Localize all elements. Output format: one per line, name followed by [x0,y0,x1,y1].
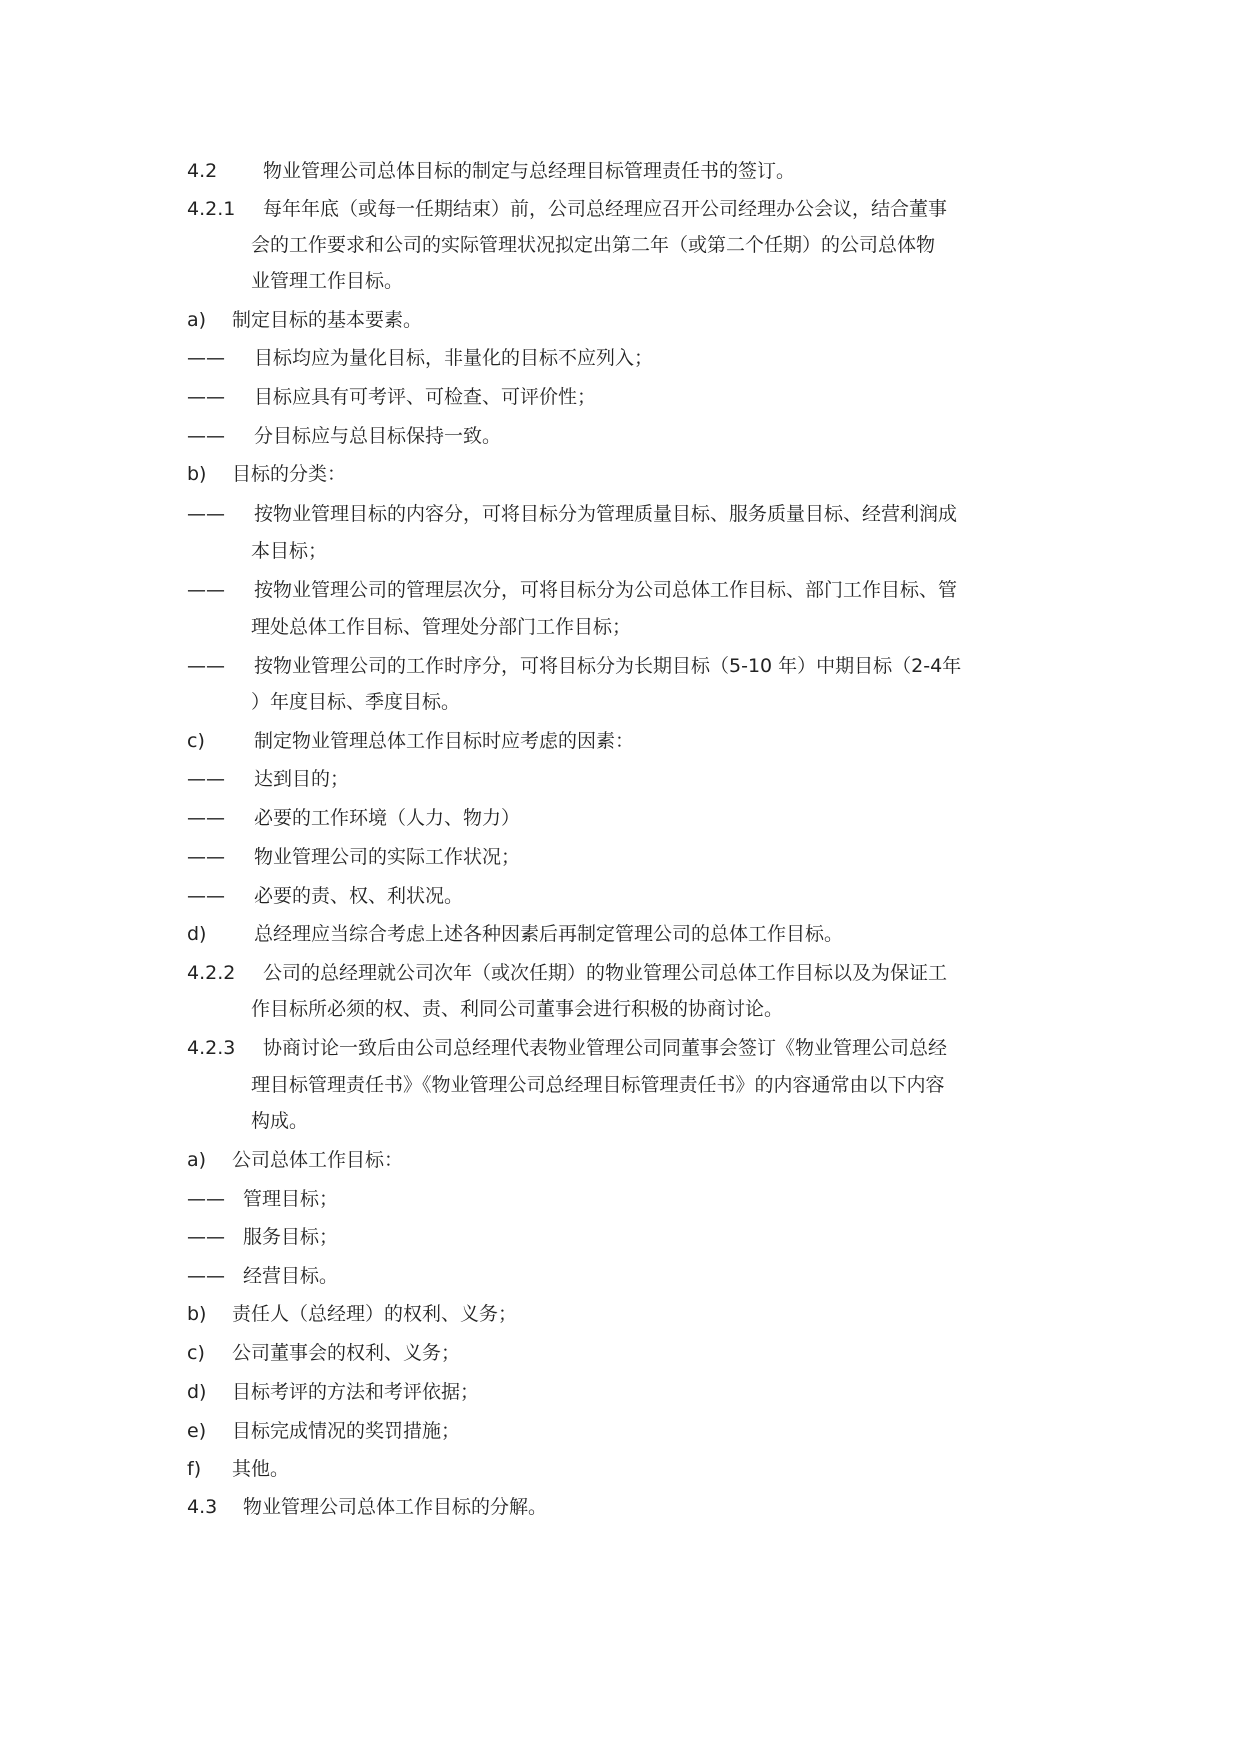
paragraph-line: 每年年底（或每一任期结束）前，公司总经理应召开公司经理办公会议，结合董事 [263,198,948,220]
list-item: 总经理应当综合考虑上述各种因素后再制定管理公司的总体工作目标。 [254,923,844,945]
list-item: 必要的责、权、利状况。 [254,885,464,907]
dash-marker: —— [187,655,225,677]
list-item: 制定目标的基本要素。 [232,309,423,331]
list-item: 目标均应为量化目标，非量化的目标不应列入； [254,347,654,369]
list-item: 公司董事会的权利、义务； [232,1342,461,1364]
section-number: 4.2 [187,160,218,182]
dash-marker: —— [187,807,225,829]
paragraph-line: 业管理工作目标。 [251,270,404,292]
dash-marker: —— [187,768,225,790]
list-item-continuation: 本目标； [251,540,328,562]
list-marker: d) [187,923,207,945]
list-item: 达到目的； [254,768,350,790]
section-number: 4.2.2 [187,962,236,984]
list-marker: d) [187,1381,207,1403]
list-item: 必要的工作环境（人力、物力） [254,807,521,829]
list-marker: c) [187,730,205,752]
list-marker: b) [187,463,207,485]
list-item: 目标的分类： [232,463,347,485]
section-number: 4.2.3 [187,1037,236,1059]
paragraph-line: 理目标管理责任书》《物业管理公司总经理目标管理责任书》的内容通常由以下内容 [251,1074,945,1096]
list-item: 按物业管理目标的内容分，可将目标分为管理质量目标、服务质量目标、经营利润成 [254,503,958,525]
list-item: 其他。 [232,1458,290,1480]
list-item: 目标考评的方法和考评依据； [232,1381,480,1403]
list-marker: b) [187,1303,207,1325]
list-marker: e) [187,1420,207,1442]
list-item-continuation: ）年度目标、季度目标。 [251,691,461,713]
list-item: 目标应具有可考评、可检查、可评价性； [254,386,597,408]
dash-marker: —— [187,1188,225,1210]
list-item: 经营目标。 [243,1265,339,1287]
dash-marker: —— [187,1226,225,1248]
list-marker: f) [187,1458,202,1480]
dash-marker: —— [187,846,225,868]
dash-marker: —— [187,503,225,525]
list-item: 责任人（总经理）的权利、义务； [232,1303,518,1325]
paragraph-line: 会的工作要求和公司的实际管理状况拟定出第二年（或第二个任期）的公司总体物 [251,234,936,256]
list-marker: a) [187,309,207,331]
paragraph-line: 作目标所必须的权、责、利同公司董事会进行积极的协商讨论。 [251,998,784,1020]
list-item: 按物业管理公司的工作时序分，可将目标分为长期目标（5-10 年）中期目标（2-4年 [254,655,962,677]
section-heading: 物业管理公司总体目标的制定与总经理目标管理责任书的签订。 [263,160,796,182]
dash-marker: —— [187,885,225,907]
dash-marker: —— [187,425,225,447]
list-item-continuation: 理处总体工作目标、管理处分部门工作目标； [251,616,632,638]
list-item: 管理目标； [243,1188,339,1210]
list-item: 分目标应与总目标保持一致。 [254,425,502,447]
paragraph-line: 协商讨论一致后由公司总经理代表物业管理公司同董事会签订《物业管理公司总经 [263,1037,948,1059]
list-item: 公司总体工作目标： [232,1149,404,1171]
dash-marker: —— [187,347,225,369]
dash-marker: —— [187,1265,225,1287]
section-number: 4.3 [187,1496,218,1518]
list-item: 目标完成情况的奖罚措施； [232,1420,461,1442]
paragraph-line: 构成。 [251,1110,309,1132]
list-item: 制定物业管理总体工作目标时应考虑的因素： [254,730,635,752]
section-heading: 物业管理公司总体工作目标的分解。 [243,1496,548,1518]
section-number: 4.2.1 [187,198,236,220]
dash-marker: —— [187,579,225,601]
list-item: 物业管理公司的实际工作状况； [254,846,521,868]
paragraph-line: 公司的总经理就公司次年（或次任期）的物业管理公司总体工作目标以及为保证工 [263,962,948,984]
list-item: 按物业管理公司的管理层次分，可将目标分为公司总体工作目标、部门工作目标、管 [254,579,958,601]
list-marker: a) [187,1149,207,1171]
list-item: 服务目标； [243,1226,339,1248]
dash-marker: —— [187,386,225,408]
list-marker: c) [187,1342,205,1364]
